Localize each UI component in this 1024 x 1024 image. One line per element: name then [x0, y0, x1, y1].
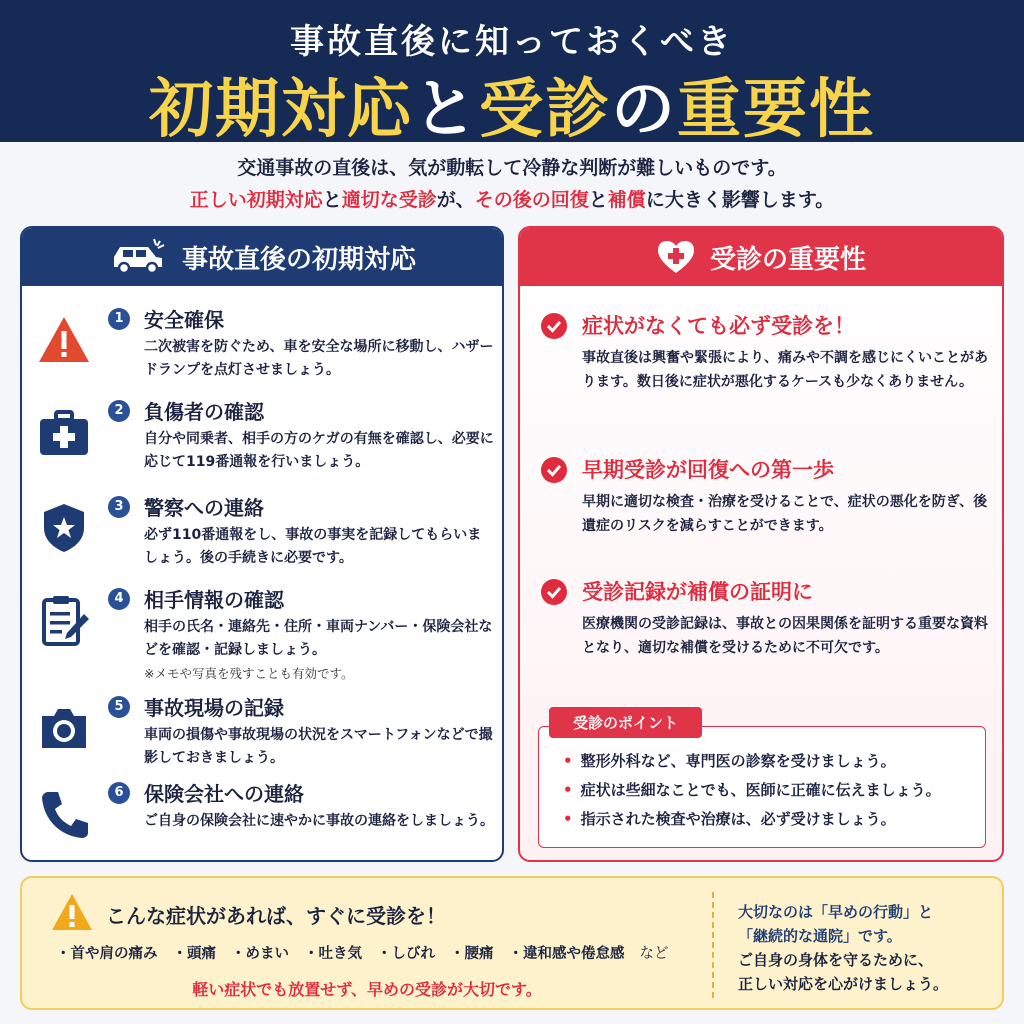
step-title: 事故現場の記録	[144, 696, 284, 720]
closing-line-1: 大切なのは「早めの行動」と	[738, 903, 934, 921]
closing-line-2: 「継続的な通院」です。	[738, 927, 902, 945]
clipboard-icon	[36, 592, 92, 648]
consultation-importance-panel	[518, 226, 1004, 862]
medical-heart-icon	[656, 239, 696, 275]
symptom-item: ・ しびれ	[377, 946, 435, 962]
closing-line-4: 正しい対応を心がけましょう。	[738, 975, 949, 993]
dashed-divider	[712, 892, 714, 998]
step-number: 6	[108, 782, 130, 804]
step-description: 車両の損傷や事故現場の状況をスマートフォンなどで撮影しておきましょう。	[144, 727, 493, 766]
title-part-importance: 重要性	[677, 73, 875, 147]
header-banner	[0, 0, 1024, 147]
symptom-item: ・ めまい	[231, 946, 289, 962]
step-title: 保険会社への連絡	[144, 782, 304, 806]
symptom-item: ・ 腰痛	[450, 946, 494, 962]
initial-response-header	[22, 228, 502, 286]
intro-text-segment: と	[588, 189, 608, 211]
title-part-to: と	[413, 73, 479, 147]
header-title	[0, 58, 1024, 150]
consultation-points-label: 受診のポイント	[549, 707, 702, 738]
symptoms-callout	[20, 876, 1004, 1010]
intro-highlight: 補償	[607, 189, 646, 211]
title-part-initial-response: 初期対応	[149, 73, 413, 147]
step-description	[144, 616, 494, 686]
symptom-item: ・ 違和感や倦怠感	[509, 946, 625, 962]
car-accident-icon	[108, 237, 168, 277]
step-description: 自分や同乗者、相手の方のケガの有無を確認し、必要に応じて119番通報を行いましょう。	[144, 431, 494, 470]
symptoms-alert: 軽い症状でも放置せず、早めの受診が大切です。	[192, 980, 542, 999]
step-title: 安全確保	[144, 308, 224, 332]
consultation-point: • 指示された検査や治療は、必ず受けましょう。	[563, 805, 941, 834]
intro-text	[0, 152, 1024, 216]
initial-response-panel	[20, 226, 504, 862]
symptom-item: ・ 首や肩の痛み	[56, 946, 158, 962]
symptom-item: ・ 吐き気	[304, 946, 362, 962]
step-description-text: 相手の氏名・連絡先・住所・車両ナンバー・保険会社などを確認・記録しましょう。	[144, 619, 493, 658]
closing-line-3: ご自身の身体を守るために、	[738, 951, 934, 969]
header-subtitle: 事故直後に知っておくべき	[290, 22, 734, 62]
first-aid-kit-icon	[36, 404, 92, 460]
intro-highlight: その後の回復	[474, 189, 589, 211]
step-number: 4	[108, 588, 130, 610]
camera-icon	[36, 700, 92, 756]
check-circle-icon	[540, 456, 568, 484]
intro-text-segment: と	[322, 189, 342, 211]
title-part-no: の	[611, 73, 677, 147]
symptom-item: ・ 頭痛	[173, 946, 217, 962]
consultation-point: • 症状は些細なことでも、医師に正確に伝えましょう。	[563, 776, 941, 805]
step-number: 2	[108, 400, 130, 422]
step-number: 5	[108, 696, 130, 718]
intro-highlight: 正しい初期対応	[189, 189, 323, 211]
check-circle-icon	[540, 312, 568, 340]
initial-response-title: 事故直後の初期対応	[181, 244, 416, 275]
consultation-points-box	[538, 714, 986, 848]
step-description: 二次被害を防ぐため、車を安全な場所に移動し、ハザードランプを点灯させましょう。	[144, 339, 494, 378]
consultation-points-list	[563, 747, 941, 834]
symptoms-title: こんな症状があれば、すぐに受診を！	[106, 904, 446, 928]
step-title: 警察への連絡	[144, 496, 264, 520]
closing-message	[738, 900, 998, 996]
step-title: 負傷者の確認	[144, 400, 264, 424]
importance-title: 早期受診が回復への第一歩	[582, 458, 834, 482]
importance-title: 症状がなくても必ず受診を！	[582, 314, 855, 338]
intro-text-segment: に大きく影響します。	[645, 189, 835, 211]
symptoms-suffix: など	[639, 946, 669, 962]
phone-icon	[36, 786, 92, 842]
step-description: ご自身の保険会社に速やかに事故の連絡をしましょう。	[144, 813, 494, 829]
importance-description: 事故直後は興奮や緊張により、痛みや不調を感じにくいことがあります。数日後に症状が悪化するケースも少なくありません。	[582, 350, 988, 390]
intro-line-2	[0, 184, 1024, 216]
symptoms-list	[56, 942, 669, 963]
intro-text-segment: が、	[436, 189, 475, 211]
police-badge-icon	[36, 500, 92, 556]
intro-highlight: 適切な受診	[341, 189, 437, 211]
consultation-point: • 整形外科など、専門医の診察を受けましょう。	[563, 747, 941, 776]
consultation-importance-title: 受診の重要性	[709, 244, 866, 275]
step-note: ※メモや写真を残すことも有効です。	[144, 666, 354, 681]
warning-icon	[36, 312, 92, 368]
importance-description: 早期に適切な検査・治療を受けることで、症状の悪化を防ぎ、後遺症のリスクを減らすことができます。	[582, 494, 988, 534]
importance-title: 受診記録が補償の証明に	[582, 580, 813, 604]
title-part-consultation: 受診	[479, 73, 611, 147]
consultation-importance-header	[520, 228, 1002, 286]
intro-line-1: 交通事故の直後は、気が動転して冷静な判断が難しいものです。	[237, 157, 787, 179]
step-title: 相手情報の確認	[144, 588, 284, 612]
check-circle-icon	[540, 578, 568, 606]
warning-icon	[50, 892, 94, 932]
importance-description: 医療機関の受診記録は、事故との因果関係を証明する重要な資料となり、適切な補償を受けるために不可欠です。	[582, 616, 988, 656]
step-description: 必ず110番通報をし、事故の事実を記録してもらいましょう。後の手続きに必要です。	[144, 527, 482, 566]
step-number: 1	[108, 308, 130, 330]
step-number: 3	[108, 496, 130, 518]
